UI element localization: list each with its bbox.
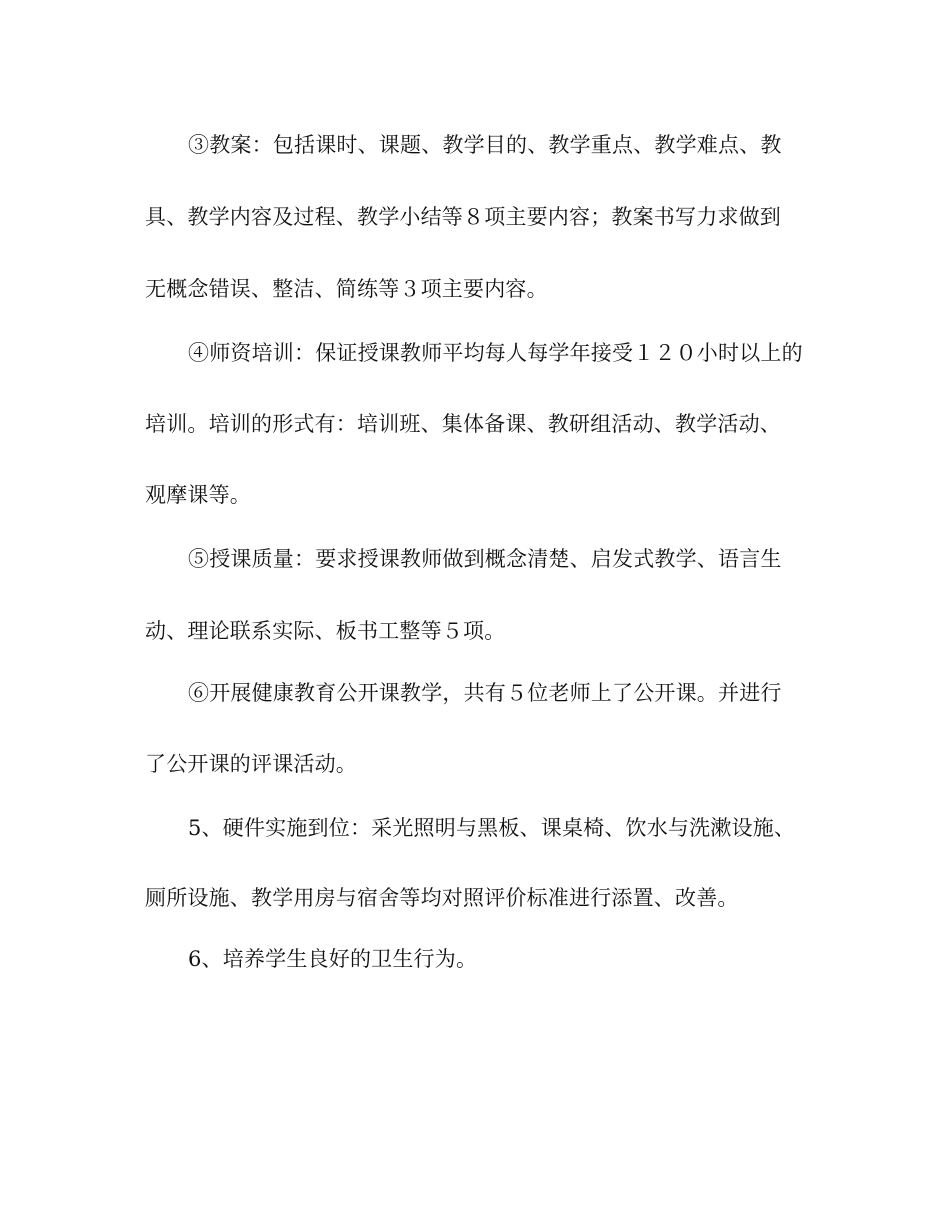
paragraph-lesson-plan-line-2: 具、教学内容及过程、教学小结等８项主要内容；教案书写力求做到: [145, 205, 781, 229]
paragraph-hygiene-behavior: 6、培养学生良好的卫生行为。: [188, 947, 478, 971]
paragraph-lesson-plan-line-3: 无概念错误、整洁、简练等３项主要内容。: [145, 277, 548, 301]
paragraph-open-class-line-1: ⑥开展健康教育公开课教学，共有５位老师上了公开课。并进行: [188, 681, 782, 705]
paragraph-hardware-line-2: 厕所设施、教学用房与宿舍等均对照评价标准进行添置、改善。: [145, 886, 739, 910]
paragraph-hardware-line-1: 5、硬件实施到位：采光照明与黑板、课桌椅、饮水与洗漱设施、: [188, 816, 796, 840]
paragraph-teacher-training-line-3: 观摩课等。: [145, 483, 251, 507]
paragraph-open-class-line-2: 了公开课的评课活动。: [145, 752, 357, 776]
paragraph-teacher-training-line-2: 培训。培训的形式有：培训班、集体备课、教研组活动、教学活动、: [145, 412, 781, 436]
paragraph-teacher-training-line-1: ④师资培训：保证授课教师平均每人每学年接受１２０小时以上的: [188, 341, 803, 365]
paragraph-teaching-quality-line-1: ⑤授课质量：要求授课教师做到概念清楚、启发式教学、语言生: [188, 547, 782, 571]
paragraph-teaching-quality-line-2: 动、理论联系实际、板书工整等５项。: [145, 619, 506, 643]
paragraph-lesson-plan-line-1: ③教案：包括课时、课题、教学目的、教学重点、教学难点、教: [188, 133, 782, 157]
